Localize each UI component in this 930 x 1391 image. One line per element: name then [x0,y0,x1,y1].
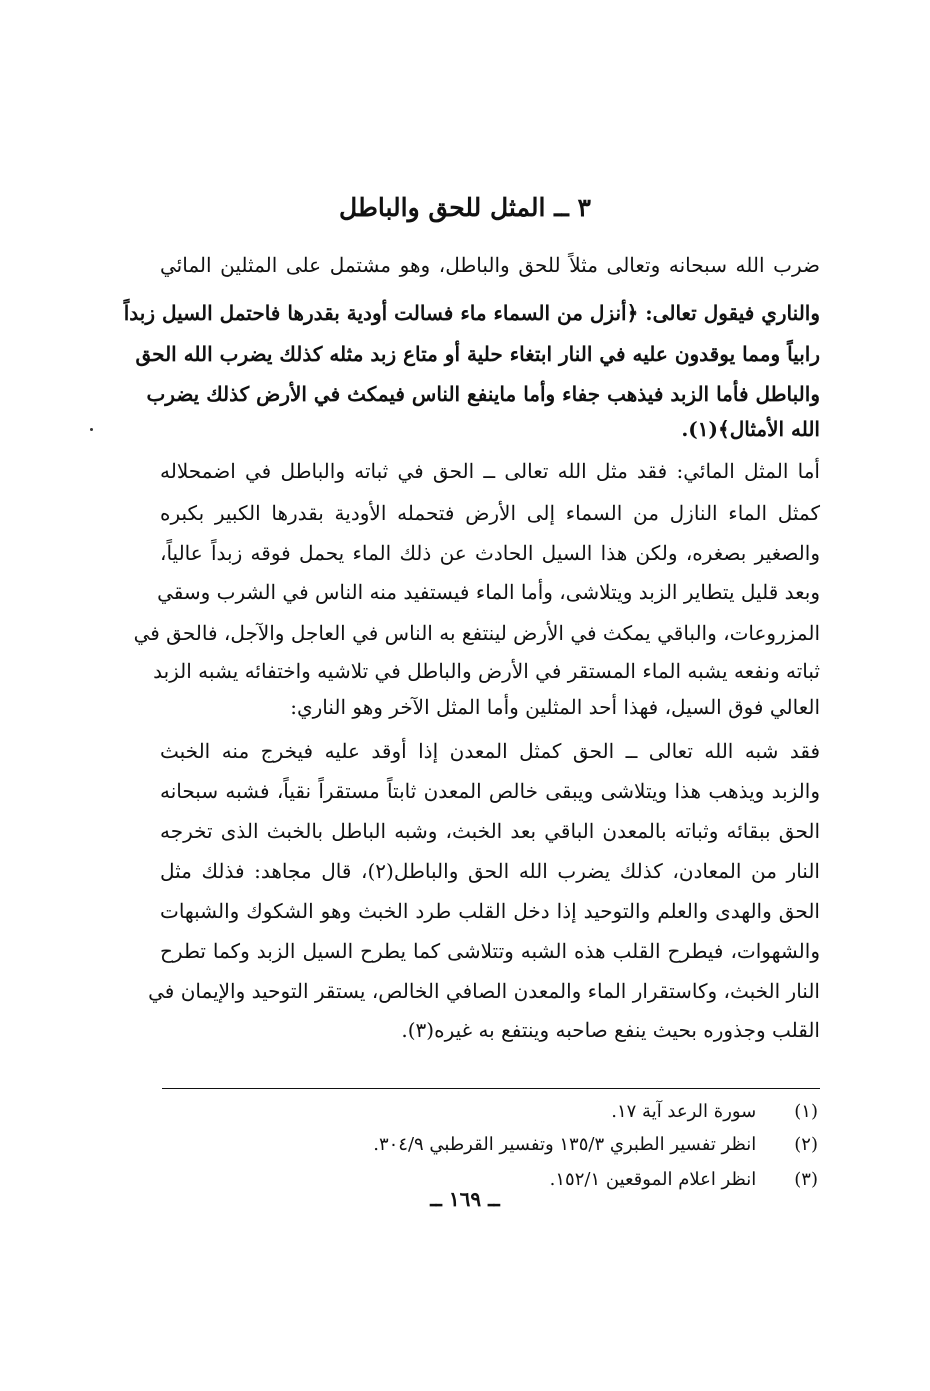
paragraph3-line-6: والشهوات، فيطرح القلب هذه الشبه وتتلاشى كما يطرح السيل الزبد وكما تطرح [160,939,820,963]
paragraph1-line-4: والباطل فأما الزبد فيذهب جفاء وأما ماينفع الناس فيمكث في الأرض كذلك يضرب [146,382,820,406]
paragraph1-line-1: ضرب الله سبحانه وتعالى مثلاً للحق والباطل، وهو مشتمل على المثلين المائي [160,253,820,277]
footnote-3-number: (٣) [794,1169,818,1190]
page-number: ــ ١٦٩ ــ [430,1187,500,1211]
paragraph2-line-1: أما المثل المائي: فقد مثل الله تعالى ــ الحق في ثباته والباطل في اضمحلاله [160,459,820,483]
paragraph1-line-3: رابياً ومما يوقدون عليه في النار ابتغاء حلية أو متاع زبد مثله كذلك يضرب الله الحق [135,342,820,366]
paragraph2-line-4: وبعد قليل يتطاير الزبد ويتلاشى، وأما الماء فيستفيد منه الناس في الشرب وسقي [157,580,820,604]
paragraph2-line-3: والصغير بصغره، ولكن هذا السيل الحادث عن ذلك الماء يحمل فوقه زبداً عالياً، [160,541,820,565]
paragraph2-line-6: ثباته ونفعه يشبه الماء المستقر في الأرض والباطل في تلاشيه واختفائه يشبه الزبد [153,659,820,683]
footnote-2 [158,1129,818,1161]
paragraph2-line-2: كمثل الماء النازل من السماء إلى الأرض فتحمله الأودية بقدرها الكبير بكبره [160,501,820,525]
footnote-2-number: (٢) [794,1134,818,1155]
footnote-1-text: سورة الرعد آية ١٧. [611,1101,757,1122]
footnote-2-text: انظر تفسير الطبري ١٣٥/٣ وتفسير القرطبي ٣٠٤/٩. [373,1134,757,1155]
paragraph3-line-5: الحق والهدى والعلم والتوحيد إذا دخل القلب طرد الخبث وهو الشكوك والشبهات [160,899,820,923]
paragraph3-line-7: النار الخبث، وكاستقرار الماء والمعدن الصافي الخالص، يستقر التوحيد والإيمان في [148,979,820,1003]
paragraph1-line-5: الله الأمثال﴾(١). [681,417,820,441]
footnote-1 [158,1096,818,1128]
footnote-1-number: (١) [794,1101,818,1122]
scan-speck [90,428,93,431]
paragraph3-line-1: فقد شبه الله تعالى ــ الحق كمثل المعدن إذا أوقد عليه فيخرج منه الخبث [160,739,820,763]
paragraph2-line-7: العالي فوق السيل، فهذا أحد المثلين وأما المثل الآخر وهو الناري: [290,695,820,719]
paragraph3-line-3: الحق ببقائه وثباته بالمعدن الباقي بعد الخبث، وشبه الباطل بالخبث الذى تخرجه [160,819,820,843]
footnote-3-text: انظر اعلام الموقعين ١٥٢/١. [549,1169,757,1190]
paragraph1-line-2: والناري فيقول تعالى: ﴿أنزل من السماء ماء فسالت أودية بقدرها فاحتمل السيل زبداً [123,301,820,325]
paragraph3-line-8: القلب وجذوره بحيث ينفع صاحبه وينتفع به غيره(٣). [401,1018,820,1042]
paragraph2-line-5: المزروعات، والباقي يمكث في الأرض لينتفع به الناس في العاجل والآجل، فالحق في [133,621,820,645]
section-title: ٣ ــ المثل للحق والباطل [339,193,591,222]
paragraph3-line-2: والزبد ويذهب هذا ويتلاشى ويبقى خالص المعدن ثابتاً مستقراً نقياً، فشبه سبحانه [160,779,820,803]
footnote-divider [162,1088,820,1089]
paragraph3-line-4: النار من المعادن، كذلك يضرب الله الحق والباطل(٢)، قال مجاهد: فذلك مثل [160,859,820,883]
